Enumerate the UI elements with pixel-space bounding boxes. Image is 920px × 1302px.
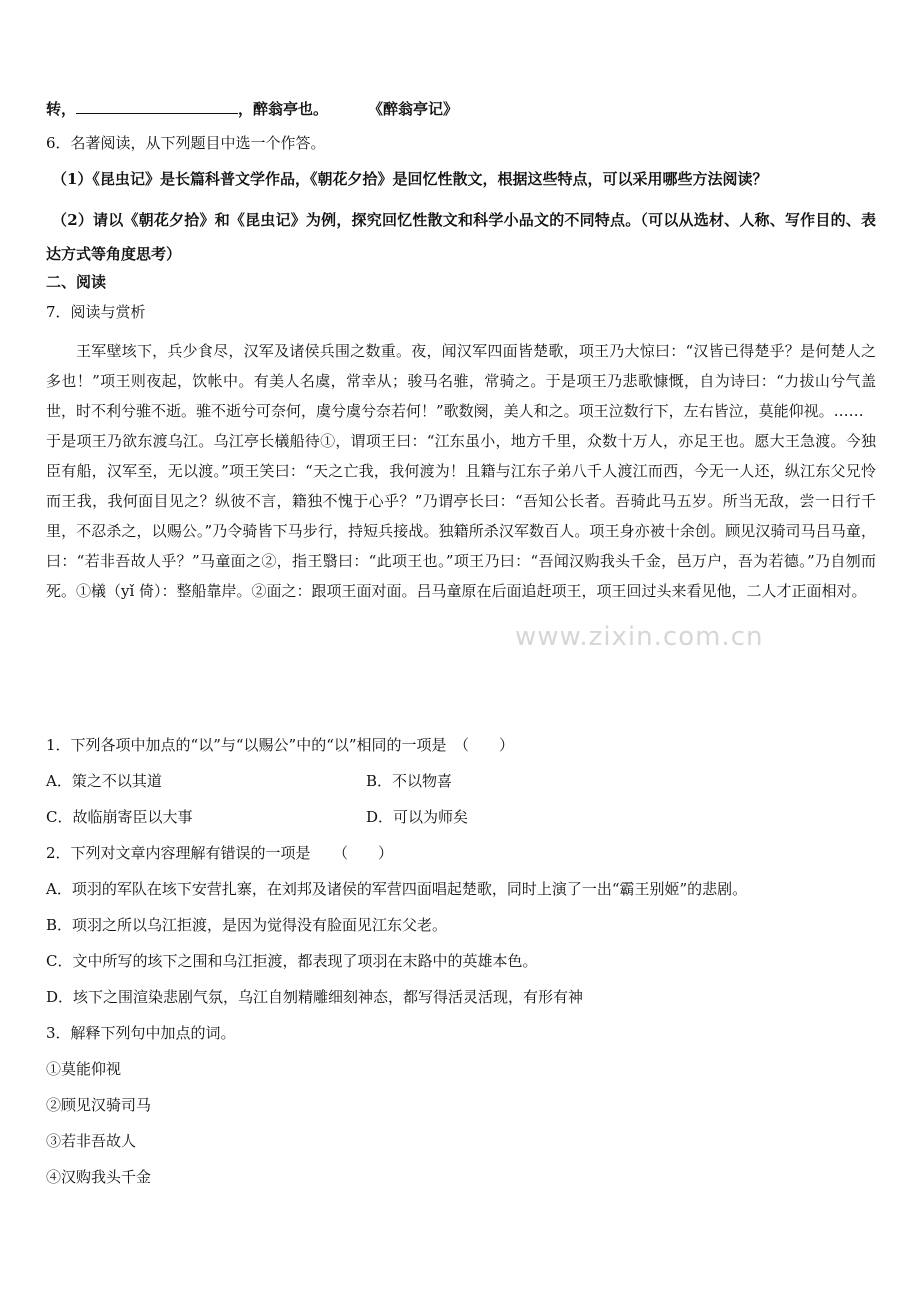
question-2-stem: 2．下列对文章内容理解有错误的一项是 （ ）: [46, 844, 394, 862]
line-suffix: ，醉翁亭也。: [238, 100, 329, 118]
question-1-stem: 1．下列各项中加点的“以”与“以赐公”中的“以”相同的一项是 （ ）: [46, 736, 515, 754]
question-3-stem: 3．解释下列句中加点的词。: [46, 1024, 236, 1042]
line-prefix: 转，: [46, 100, 77, 118]
vocab-item-3: ③若非吾故人: [46, 1132, 137, 1150]
option-a[interactable]: A．项羽的军队在垓下安营扎寨，在刘邦及诸侯的军营四面唱起楚歌，同时上演了一出“霸王别姬”的悲剧。: [46, 880, 748, 898]
option-b[interactable]: B．不以物喜: [366, 772, 453, 790]
fill-in-line: [46, 98, 458, 120]
question-1-options-row-2: [46, 806, 468, 828]
option-c[interactable]: C．文中所写的垓下之围和乌江拒渡，都表现了项羽在末路中的英雄本色。: [46, 952, 538, 970]
question-6: 6．名著阅读，从下列题目中选一个作答。: [46, 134, 326, 152]
vocab-item-1: ①莫能仰视: [46, 1060, 122, 1078]
question-1-options-row-1: [46, 770, 452, 792]
question-6-part-1: （1）《昆虫记》是长篇科普文学作品，《朝花夕拾》是回忆性散文，根据这些特点，可以采用哪些方法阅读？: [52, 170, 768, 188]
vocab-item-4: ④汉购我头千金: [46, 1168, 152, 1186]
vocab-item-2: ②顾见汉骑司马: [46, 1096, 152, 1114]
option-a[interactable]: A．策之不以其道: [46, 772, 162, 790]
passage-paragraph-1: 王军壁垓下，兵少食尽，汉军及诸侯兵围之数重。夜，闻汉军四面皆楚歌，项王乃大惊曰：“汉皆已得楚乎？是何楚人之多也！”项王则夜起，饮帐中。有美人名虞，常幸从；骏马名骓，常骑之。于是项王乃悲歌慷慨，自为诗曰：“力拔山兮气盖世，时不利兮骓不逝。骓不逝兮可奈何，虞兮虞兮奈若何！”歌数阕，美人和之。项王泣数行下，左右皆泣，莫能仰视。……: [46, 342, 876, 420]
option-b[interactable]: B．项羽之所以乌江拒渡，是因为觉得没有脸面见江东父老。: [46, 916, 448, 934]
watermark: www.zixin.com.cn: [515, 622, 764, 652]
option-c[interactable]: C．故临崩寄臣以大事: [46, 808, 193, 826]
classical-passage: [46, 332, 876, 606]
passage-paragraph-2: 于是项王乃欲东渡乌江。乌江亭长檥船待①，谓项王曰：“江东虽小，地方千里，众数十万人，亦足王也。愿大王急渡。今独臣有船，汉军至，无以渡。”项王笑曰：“天之亡我，我何渡为！且籍与江东子弟八千人渡江而西，今无一人还，纵江东父兄怜而王我，我何面目见之？纵彼不言，籍独不愧于心乎？”乃谓亭长曰：“吾知公长者。吾骑此马五岁。所当无敌，尝一日行千里，不忍杀之，以赐公。”乃令骑皆下马步行，持短兵接战。独籍所杀汉军数百人。项王身亦被十余创。顾见汉骑司马吕马童，曰：“若非吾故人乎？”马童面之②，指王翳曰：“此项王也。”项王乃曰：“吾闻汉购我头千金，邑万户，吾为若德。”乃自刎而死。①檥（yǐ 倚）：整船靠岸。②面之：跟项王面对面。吕马童原在后面追赶项王，项王回过头来看见他，二人才正面相对。: [46, 432, 876, 600]
question-6-part-2: （2）请以《朝花夕拾》和《昆虫记》为例，探究回忆性散文和科学小品文的不同特点。（可以从选材、人称、写作目的、表达方式等角度思考）: [46, 211, 876, 263]
answer-blank[interactable]: [76, 99, 238, 114]
section-heading: 二、阅读: [46, 273, 107, 291]
source-title: 《醉翁亭记》: [368, 100, 459, 118]
option-d[interactable]: D．可以为师矣: [366, 808, 469, 826]
option-d[interactable]: D．垓下之围渲染悲剧气氛，乌江自刎精雕细刻神态，都写得活灵活现，有形有神: [46, 988, 584, 1006]
question-7: 7．阅读与赏析: [46, 303, 146, 321]
